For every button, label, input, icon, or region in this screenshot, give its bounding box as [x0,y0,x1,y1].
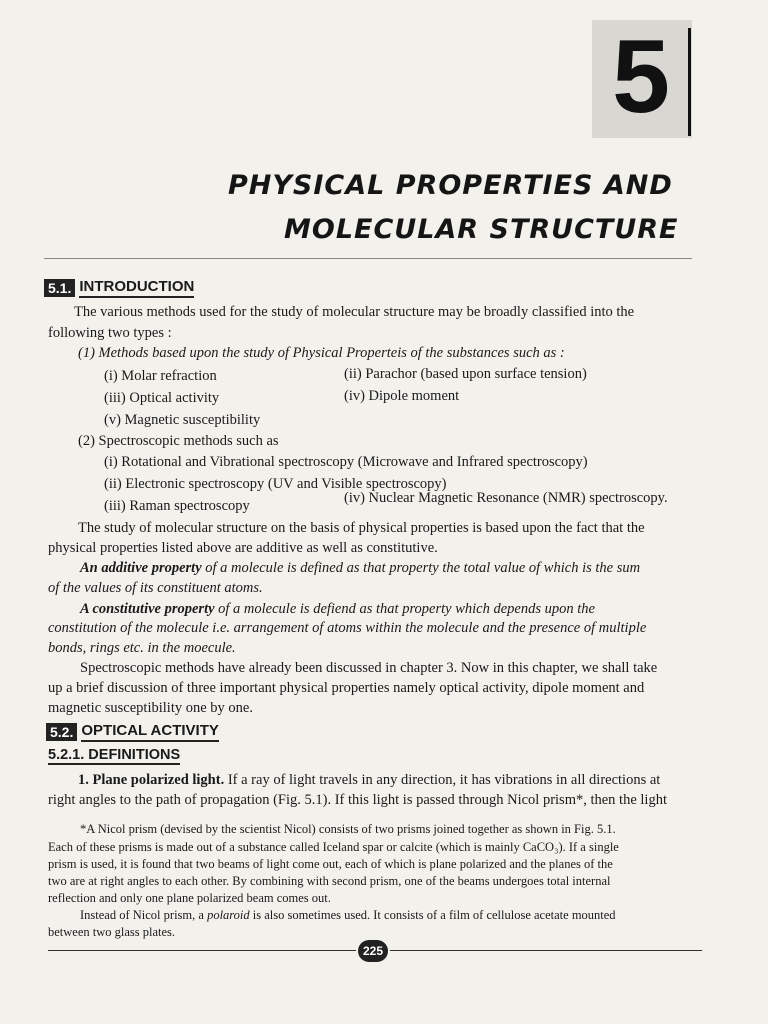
footnote-line: reflection and only one plane polarized beam comes out. [48,891,331,905]
intro-paragraph-line: following two types : [48,325,172,341]
chapter-title-line1: PHYSICAL PROPERTIES AND [228,170,673,201]
section-title: OPTICAL ACTIVITY [81,722,219,742]
body-line: The study of molecular structure on the basis of physical properties is based upon the fact that the [78,520,645,536]
methods-heading-1: (1) Methods based upon the study of Physical Properteis of the substances such as : [78,345,565,361]
intro-paragraph-line: The various methods used for the study of molecular structure may be broadly classified into the [74,304,635,320]
section-heading-optical-activity [46,722,219,742]
section-number: 5.1. [44,279,75,297]
page-number: 225 [358,940,388,962]
footnote-line: between two glass plates. [48,925,176,939]
chapter-bar-decoration [688,28,691,136]
footnote-line: two are at right angles to each other. By combining with second prism, one of the beams undergoes total internal [48,874,611,888]
term-plane-polarized: 1. Plane polarized light. [78,772,225,788]
definition-text: of a molecule is defined as that property the total value of which is the sum [205,560,641,576]
definition-additive [80,560,640,577]
body-line: physical properties listed above are additive as well as constitutive. [48,540,438,556]
definition-text: of a molecule is defiend as that property which depends upon the [218,601,595,617]
body-line: magnetic susceptibility one by one. [48,700,253,716]
footer-rule-left [48,950,356,951]
title-rule [44,258,692,259]
body-line: right angles to the path of propagation (Fig. 5.1). If this light is passed through Nicol prism*, then the light [48,792,667,808]
method-item: (iv) Dipole moment [344,388,460,404]
method-item: (iv) Nuclear Magnetic Resonance (NMR) spectroscopy. [344,490,668,506]
footnote-text: Instead of Nicol prism, a [80,908,204,922]
footnote-text: is also sometimes used. It consists of a film of cellulose acetate mounted [252,908,616,922]
footnote-line: prism is used, it is found that two beams of light come out, each of which is plane polarized and the planes of the [48,857,613,871]
method-item: (i) Rotational and Vibrational spectroscopy (Microwave and Infrared spectroscopy) [104,454,588,470]
methods-heading-2: (2) Spectroscopic methods such as [78,433,279,449]
method-item: (i) Molar refraction [104,368,217,384]
subsection-heading: 5.2.1. DEFINITIONS [48,747,181,763]
footnote-line: *A Nicol prism (devised by the scientist Nicol) consists of two prisms joined together as shown in Fig. 5.1. [80,822,616,836]
section-number: 5.2. [46,723,77,741]
method-item: (ii) Electronic spectroscopy (UV and Visible spectroscopy) [104,476,447,492]
body-line: Spectroscopic methods have already been discussed in chapter 3. Now in this chapter, we shall take [80,660,658,676]
footnote-line [80,908,616,923]
body-line: constitution of the molecule i.e. arrangement of atoms within the molecule and the presence of multiple [48,620,647,636]
body-line: up a brief discussion of three important physical properties namely optical activity, dipole moment and [48,680,645,696]
definition-plane-polarized [78,772,660,789]
footer-rule-right [390,950,702,951]
section-heading-intro [44,278,194,298]
footnote-line: Each of these prisms is made out of a substance called Iceland spar or calcite (which is mainly CaCO₃). If a single [48,840,619,854]
footnote-term-polaroid: polaroid [207,908,250,922]
section-title: INTRODUCTION [79,278,194,298]
chapter-title-line2: MOLECULAR STRUCTURE [284,214,679,245]
definition-text: If a ray of light travels in any direction, it has vibrations in all directions at [227,772,661,788]
method-item: (iii) Raman spectroscopy [104,498,250,514]
chapter-number: 5 [612,19,670,135]
body-line: of the values of its constituent atoms. [48,580,263,596]
term-constitutive: A constitutive property [80,601,215,617]
method-item: (ii) Parachor (based upon surface tension) [344,366,587,382]
method-item: (iii) Optical activity [104,390,220,406]
definition-constitutive [80,601,595,618]
term-additive: An additive property [80,560,202,576]
body-line: bonds, rings etc. in the moecule. [48,640,236,656]
method-item: (v) Magnetic susceptibility [104,412,261,428]
